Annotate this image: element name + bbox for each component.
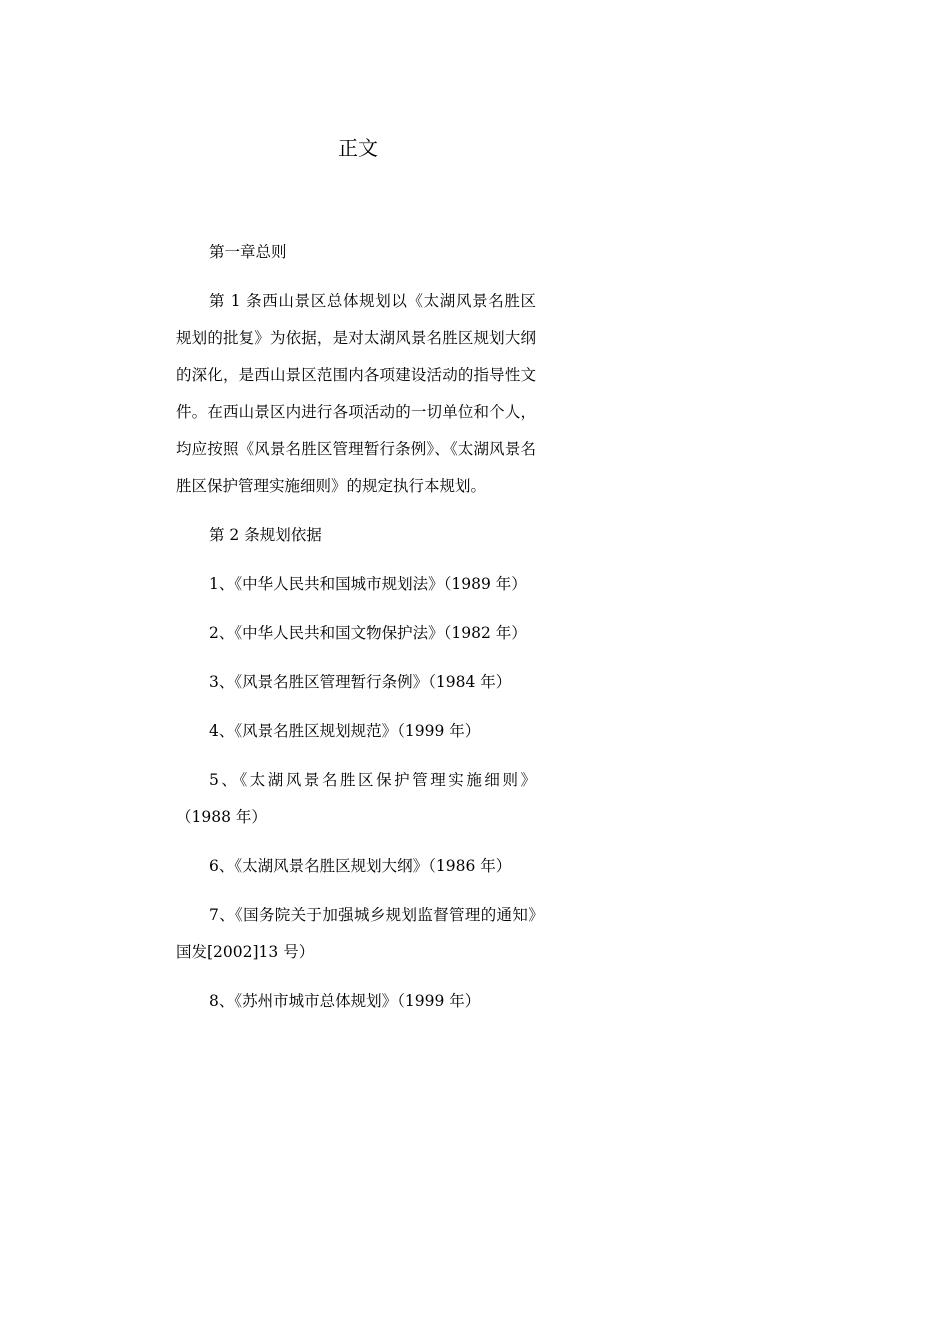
basis-item-3: 3、《风景名胜区管理暂行条例》（1984 年）	[209, 673, 512, 691]
basis-item-7: 7、《国务院关于加强城乡规划监督管理的通知》国发[2002]13 号）	[176, 906, 536, 961]
basis-item-1: 1、《中华人民共和国城市规划法》（1989 年）	[209, 575, 527, 593]
basis-item-6: 6、《太湖风景名胜区规划大纲》（1986 年）	[209, 857, 512, 875]
basis-item-8: 8、《苏州市城市总体规划》（1999 年）	[209, 992, 481, 1010]
document-title: 正文	[338, 136, 378, 160]
article-1-paragraph: 第 1 条西山景区总体规划以《太湖风景名胜区规划的批复》为依据，是对太湖风景名胜区规划大纲的深化，是西山景区范围内各项建设活动的指导性文件。在西山景区内进行各项活动的一切单位和个人，均应按照《风景名胜区管理暂行条例》、《太湖风景名胜区保护管理实施细则》的规定执行本规划。	[176, 292, 536, 495]
article-2-heading: 第 2 条规划依据	[209, 526, 322, 544]
document-body	[176, 234, 536, 1032]
basis-item-2: 2、《中华人民共和国文物保护法》（1982 年）	[209, 624, 527, 642]
basis-item-4: 4、《风景名胜区规划规范》（1999 年）	[209, 722, 481, 740]
chapter-heading: 第一章总则	[209, 243, 287, 261]
basis-item-5: 5、《太湖风景名胜区保护管理实施细则》（1988 年）	[176, 771, 536, 826]
